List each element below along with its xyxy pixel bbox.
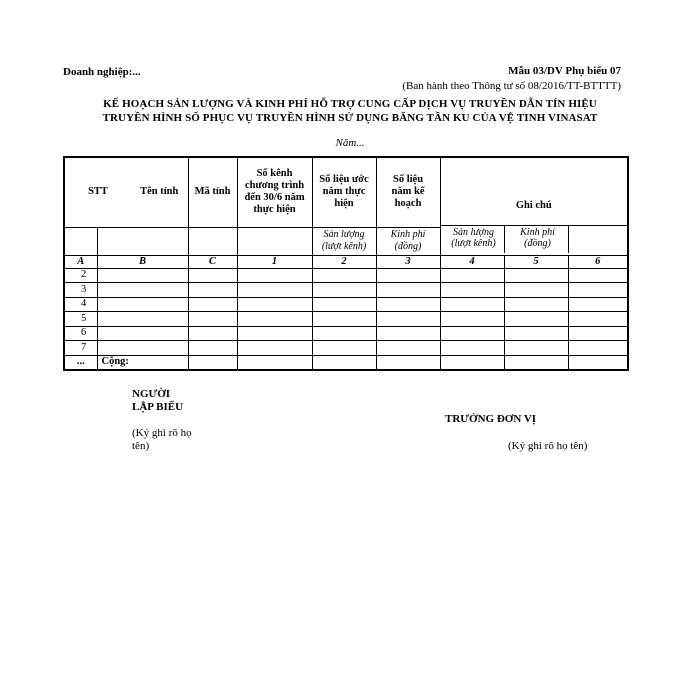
table-cell: [188, 341, 237, 356]
table-cell: [440, 268, 504, 283]
subheader-estimate-volume: Sản lượng (lượt kênh): [312, 227, 376, 255]
plan-table: [63, 156, 629, 371]
table-cell: [504, 341, 568, 356]
table-cell: [376, 283, 440, 298]
index-cell: 2: [312, 255, 376, 268]
unit-head-sign-note: (Ký ghi rõ họ tên): [508, 440, 588, 452]
table-cell: [568, 312, 628, 327]
blank-cell: [237, 227, 312, 255]
table-cell: [188, 312, 237, 327]
table-cell: [568, 268, 628, 283]
table-cell: [312, 341, 376, 356]
table-cell: [312, 283, 376, 298]
table-cell: [568, 283, 628, 298]
table-cell: [97, 297, 188, 312]
table-cell: [440, 297, 504, 312]
table-row: [64, 312, 628, 327]
header-estimate: Số liệu ước năm thực hiện: [312, 157, 376, 227]
table-row: [64, 297, 628, 312]
report-title-line-1: KẾ HOẠCH SẢN LƯỢNG VÀ KINH PHÍ HỖ TRỢ CUNG CẤP DỊCH VỤ TRUYỀN DẪN TÍN HIỆU: [103, 98, 597, 110]
report-title-line-2: TRUYỀN HÌNH SỐ PHỤC VỤ TRUYỀN HÌNH SỬ DỤNG BĂNG TẦN KU CỦA VỆ TINH VINASAT: [102, 112, 598, 124]
table-row: [64, 268, 628, 283]
table-cell: [440, 326, 504, 341]
row-number: 4: [64, 297, 97, 312]
total-cell: [312, 355, 376, 370]
total-row-stt: ...: [64, 355, 97, 370]
header-plan: Số liệu năm kế hoạch: [376, 157, 440, 227]
company-label: Doanh nghiệp:...: [63, 66, 141, 78]
table-cell: [568, 297, 628, 312]
header-stt-province: [64, 157, 188, 227]
row-number: 2: [64, 268, 97, 283]
table-cell: [504, 326, 568, 341]
table-cell: [237, 268, 312, 283]
table-cell: [97, 326, 188, 341]
index-cell: 4: [440, 255, 504, 268]
table-cell: [376, 341, 440, 356]
note-subdivider: [440, 225, 628, 254]
index-cell: B: [97, 255, 188, 268]
subheader-plan-cost: Kinh phí (đồng): [520, 227, 555, 249]
maker-title: NGƯỜI LẬP BIỂU: [132, 388, 184, 413]
table-cell: [504, 312, 568, 327]
table-cell: [97, 268, 188, 283]
total-cell: [504, 355, 568, 370]
index-cell: 3: [376, 255, 440, 268]
table-row: [64, 341, 628, 356]
row-number: 6: [64, 326, 97, 341]
total-label: Cộng:: [97, 355, 188, 370]
table-cell: [440, 312, 504, 327]
blank-cell: [64, 227, 97, 255]
table-cell: [312, 297, 376, 312]
table-cell: [312, 326, 376, 341]
table-cell: [376, 297, 440, 312]
table-cell: [188, 297, 237, 312]
note-subdivider: [568, 225, 569, 253]
row-number: 3: [64, 283, 97, 298]
index-cell: 6: [568, 255, 628, 268]
table-cell: [504, 283, 568, 298]
index-cell: C: [188, 255, 237, 268]
header-stt: STT: [88, 186, 108, 198]
note-subdivider: [504, 225, 505, 253]
table-cell: [237, 297, 312, 312]
blank-cell: [97, 227, 188, 255]
table-cell: [504, 268, 568, 283]
index-cell: 1: [237, 255, 312, 268]
table-cell: [237, 312, 312, 327]
index-cell: 5: [504, 255, 568, 268]
table-cell: [237, 326, 312, 341]
total-cell: [237, 355, 312, 370]
table-cell: [440, 341, 504, 356]
header-channels: Số kênh chương trình đến 30/6 năm thực hiện: [237, 157, 312, 227]
header-province: Tên tỉnh: [140, 186, 179, 198]
table-cell: [188, 326, 237, 341]
table-cell: [376, 268, 440, 283]
header-note: Ghi chú: [440, 157, 628, 255]
table-cell: [237, 341, 312, 356]
table-cell: [97, 312, 188, 327]
table-cell: [237, 283, 312, 298]
subheader-estimate-cost: Kinh phí (đồng): [376, 227, 440, 255]
table-cell: [568, 326, 628, 341]
maker-sign-note: (Ký ghi rõ họ tên): [132, 427, 192, 452]
table-cell: [188, 283, 237, 298]
row-number: 7: [64, 341, 97, 356]
table-cell: [97, 341, 188, 356]
table-cell: [312, 312, 376, 327]
table-cell: [376, 326, 440, 341]
report-year: Năm...: [335, 137, 365, 149]
unit-head-title: TRƯỞNG ĐƠN VỊ: [445, 413, 537, 425]
table-cell: [376, 312, 440, 327]
total-cell: [440, 355, 504, 370]
subheader-plan-volume: Sản lượng (lượt kênh): [451, 227, 496, 249]
total-cell: [376, 355, 440, 370]
table-cell: [312, 268, 376, 283]
issued-by-note: (Ban hành theo Thông tư số 08/2016/TT-BTTTT): [402, 80, 621, 92]
table-cell: [440, 283, 504, 298]
table-cell: [188, 268, 237, 283]
total-cell: [188, 355, 237, 370]
table-row: [64, 283, 628, 298]
table-cell: [504, 297, 568, 312]
table-cell: [97, 283, 188, 298]
blank-cell: [188, 227, 237, 255]
table-cell: [568, 341, 628, 356]
table-row: [64, 326, 628, 341]
row-number: 5: [64, 312, 97, 327]
form-code: Mẫu 03/DV Phụ biểu 07: [508, 65, 621, 77]
header-province-code: Mã tỉnh: [188, 157, 237, 227]
index-cell: A: [64, 255, 97, 268]
total-cell: [568, 355, 628, 370]
